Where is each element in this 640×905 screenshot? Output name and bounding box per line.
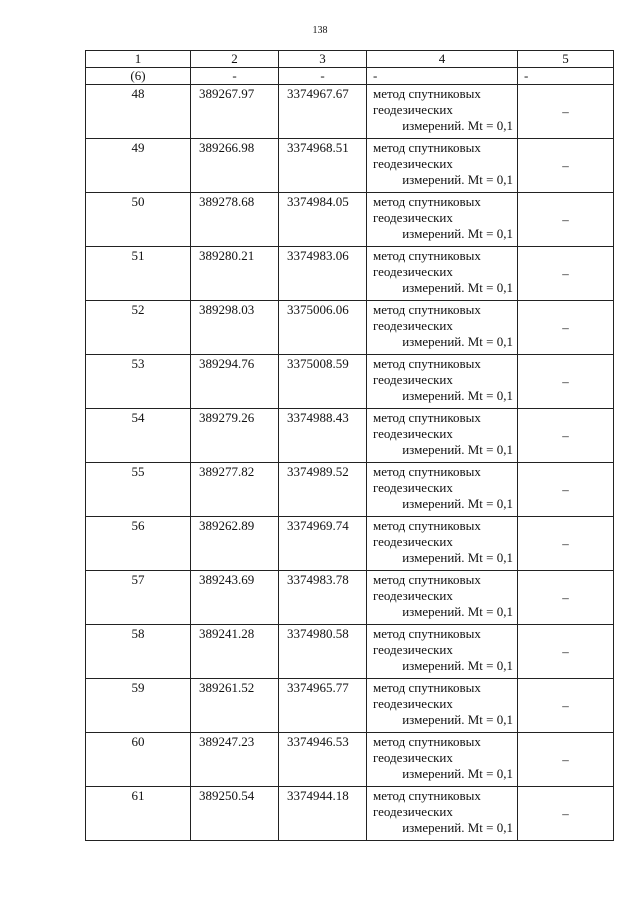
coordinate-y: 3374984.05 <box>279 193 367 247</box>
point-number: 58 <box>86 625 191 679</box>
subheader-cell-2: - <box>191 68 279 85</box>
method-line-3: измерений. Mt = 0,1 <box>402 442 513 457</box>
subheader-cell-1: (6) <box>86 68 191 85</box>
method-line-2: геодезических <box>373 534 453 549</box>
coordinate-x: 389277.82 <box>191 463 279 517</box>
point-number: 51 <box>86 247 191 301</box>
method-line-1: метод спутниковых <box>373 518 481 533</box>
coordinate-y: 3375008.59 <box>279 355 367 409</box>
table-row <box>86 409 614 463</box>
method-description <box>367 247 518 301</box>
coordinate-y: 3374988.43 <box>279 409 367 463</box>
column-5-dash: – <box>518 679 614 733</box>
method-line-2: геодезических <box>373 588 453 603</box>
coordinate-y: 3375006.06 <box>279 301 367 355</box>
method-line-1: метод спутниковых <box>373 626 481 641</box>
method-line-3: измерений. Mt = 0,1 <box>402 334 513 349</box>
table-row <box>86 463 614 517</box>
method-line-1: метод спутниковых <box>373 140 481 155</box>
coordinate-x: 389279.26 <box>191 409 279 463</box>
method-line-3: измерений. Mt = 0,1 <box>402 550 513 565</box>
table-row <box>86 139 614 193</box>
coordinates-table <box>85 50 614 841</box>
column-header-1: 1 <box>86 51 191 68</box>
method-line-2: геодезических <box>373 372 453 387</box>
method-description <box>367 463 518 517</box>
coordinate-y: 3374983.06 <box>279 247 367 301</box>
point-number: 49 <box>86 139 191 193</box>
point-number: 57 <box>86 571 191 625</box>
subheader-row <box>86 68 614 85</box>
method-line-1: метод спутниковых <box>373 734 481 749</box>
column-5-dash: – <box>518 85 614 139</box>
method-line-3: измерений. Mt = 0,1 <box>402 766 513 781</box>
method-line-2: геодезических <box>373 156 453 171</box>
column-5-dash: – <box>518 193 614 247</box>
method-description <box>367 409 518 463</box>
method-line-2: геодезических <box>373 426 453 441</box>
table-row <box>86 733 614 787</box>
method-description <box>367 733 518 787</box>
point-number: 56 <box>86 517 191 571</box>
table-row <box>86 517 614 571</box>
column-5-dash: – <box>518 571 614 625</box>
method-description <box>367 517 518 571</box>
point-number: 53 <box>86 355 191 409</box>
method-line-3: измерений. Mt = 0,1 <box>402 496 513 511</box>
coordinate-y: 3374983.78 <box>279 571 367 625</box>
column-header-5: 5 <box>518 51 614 68</box>
coordinate-y: 3374989.52 <box>279 463 367 517</box>
coordinate-x: 389278.68 <box>191 193 279 247</box>
method-line-2: геодезических <box>373 264 453 279</box>
method-line-2: геодезических <box>373 210 453 225</box>
point-number: 54 <box>86 409 191 463</box>
column-header-4: 4 <box>367 51 518 68</box>
method-line-3: измерений. Mt = 0,1 <box>402 172 513 187</box>
subheader-cell-4: - <box>367 68 518 85</box>
method-line-3: измерений. Mt = 0,1 <box>402 712 513 727</box>
point-number: 59 <box>86 679 191 733</box>
coordinate-x: 389243.69 <box>191 571 279 625</box>
column-5-dash: – <box>518 355 614 409</box>
page-number: 138 <box>312 25 328 36</box>
table-row <box>86 85 614 139</box>
coordinate-y: 3374965.77 <box>279 679 367 733</box>
coordinate-x: 389267.97 <box>191 85 279 139</box>
method-line-1: метод спутниковых <box>373 464 481 479</box>
column-5-dash: – <box>518 625 614 679</box>
method-line-1: метод спутниковых <box>373 788 481 803</box>
point-number: 52 <box>86 301 191 355</box>
column-5-dash: – <box>518 409 614 463</box>
subheader-cell-3: - <box>279 68 367 85</box>
method-description <box>367 679 518 733</box>
method-line-1: метод спутниковых <box>373 248 481 263</box>
method-description <box>367 193 518 247</box>
coordinate-y: 3374967.67 <box>279 85 367 139</box>
method-line-3: измерений. Mt = 0,1 <box>402 820 513 835</box>
method-line-1: метод спутниковых <box>373 302 481 317</box>
method-description <box>367 787 518 841</box>
column-5-dash: – <box>518 301 614 355</box>
coordinate-y: 3374946.53 <box>279 733 367 787</box>
table-row <box>86 625 614 679</box>
method-description <box>367 85 518 139</box>
coordinate-x: 389298.03 <box>191 301 279 355</box>
method-description <box>367 301 518 355</box>
method-line-2: геодезических <box>373 696 453 711</box>
method-line-2: геодезических <box>373 318 453 333</box>
table-row <box>86 679 614 733</box>
coordinate-x: 389247.23 <box>191 733 279 787</box>
method-line-1: метод спутниковых <box>373 194 481 209</box>
table-row <box>86 787 614 841</box>
coordinate-x: 389294.76 <box>191 355 279 409</box>
table-row <box>86 247 614 301</box>
coordinate-y: 3374968.51 <box>279 139 367 193</box>
column-5-dash: – <box>518 517 614 571</box>
column-5-dash: – <box>518 733 614 787</box>
method-line-2: геодезических <box>373 642 453 657</box>
method-line-1: метод спутниковых <box>373 680 481 695</box>
table-row <box>86 301 614 355</box>
method-description <box>367 571 518 625</box>
method-line-3: измерений. Mt = 0,1 <box>402 604 513 619</box>
coordinate-x: 389241.28 <box>191 625 279 679</box>
table-body <box>86 51 614 841</box>
table-row <box>86 193 614 247</box>
method-line-1: метод спутниковых <box>373 356 481 371</box>
subheader-cell-5: - <box>518 68 614 85</box>
column-5-dash: – <box>518 247 614 301</box>
coordinate-y: 3374969.74 <box>279 517 367 571</box>
column-header-2: 2 <box>191 51 279 68</box>
method-line-3: измерений. Mt = 0,1 <box>402 388 513 403</box>
column-header-3: 3 <box>279 51 367 68</box>
coordinate-x: 389250.54 <box>191 787 279 841</box>
method-line-3: измерений. Mt = 0,1 <box>402 280 513 295</box>
method-line-2: геодезических <box>373 102 453 117</box>
coordinate-y: 3374980.58 <box>279 625 367 679</box>
point-number: 50 <box>86 193 191 247</box>
column-5-dash: – <box>518 787 614 841</box>
method-description <box>367 139 518 193</box>
method-line-2: геодезических <box>373 750 453 765</box>
table-row <box>86 571 614 625</box>
point-number: 61 <box>86 787 191 841</box>
coordinate-x: 389261.52 <box>191 679 279 733</box>
method-line-2: геодезических <box>373 804 453 819</box>
coordinate-x: 389266.98 <box>191 139 279 193</box>
point-number: 55 <box>86 463 191 517</box>
method-line-1: метод спутниковых <box>373 572 481 587</box>
method-line-2: геодезических <box>373 480 453 495</box>
table-row <box>86 355 614 409</box>
coordinate-x: 389280.21 <box>191 247 279 301</box>
coordinate-y: 3374944.18 <box>279 787 367 841</box>
method-line-3: измерений. Mt = 0,1 <box>402 658 513 673</box>
column-number-row <box>86 51 614 68</box>
coordinate-x: 389262.89 <box>191 517 279 571</box>
method-line-3: измерений. Mt = 0,1 <box>402 118 513 133</box>
point-number: 48 <box>86 85 191 139</box>
column-5-dash: – <box>518 463 614 517</box>
method-description <box>367 355 518 409</box>
point-number: 60 <box>86 733 191 787</box>
column-5-dash: – <box>518 139 614 193</box>
method-line-3: измерений. Mt = 0,1 <box>402 226 513 241</box>
method-description <box>367 625 518 679</box>
method-line-1: метод спутниковых <box>373 410 481 425</box>
method-line-1: метод спутниковых <box>373 86 481 101</box>
